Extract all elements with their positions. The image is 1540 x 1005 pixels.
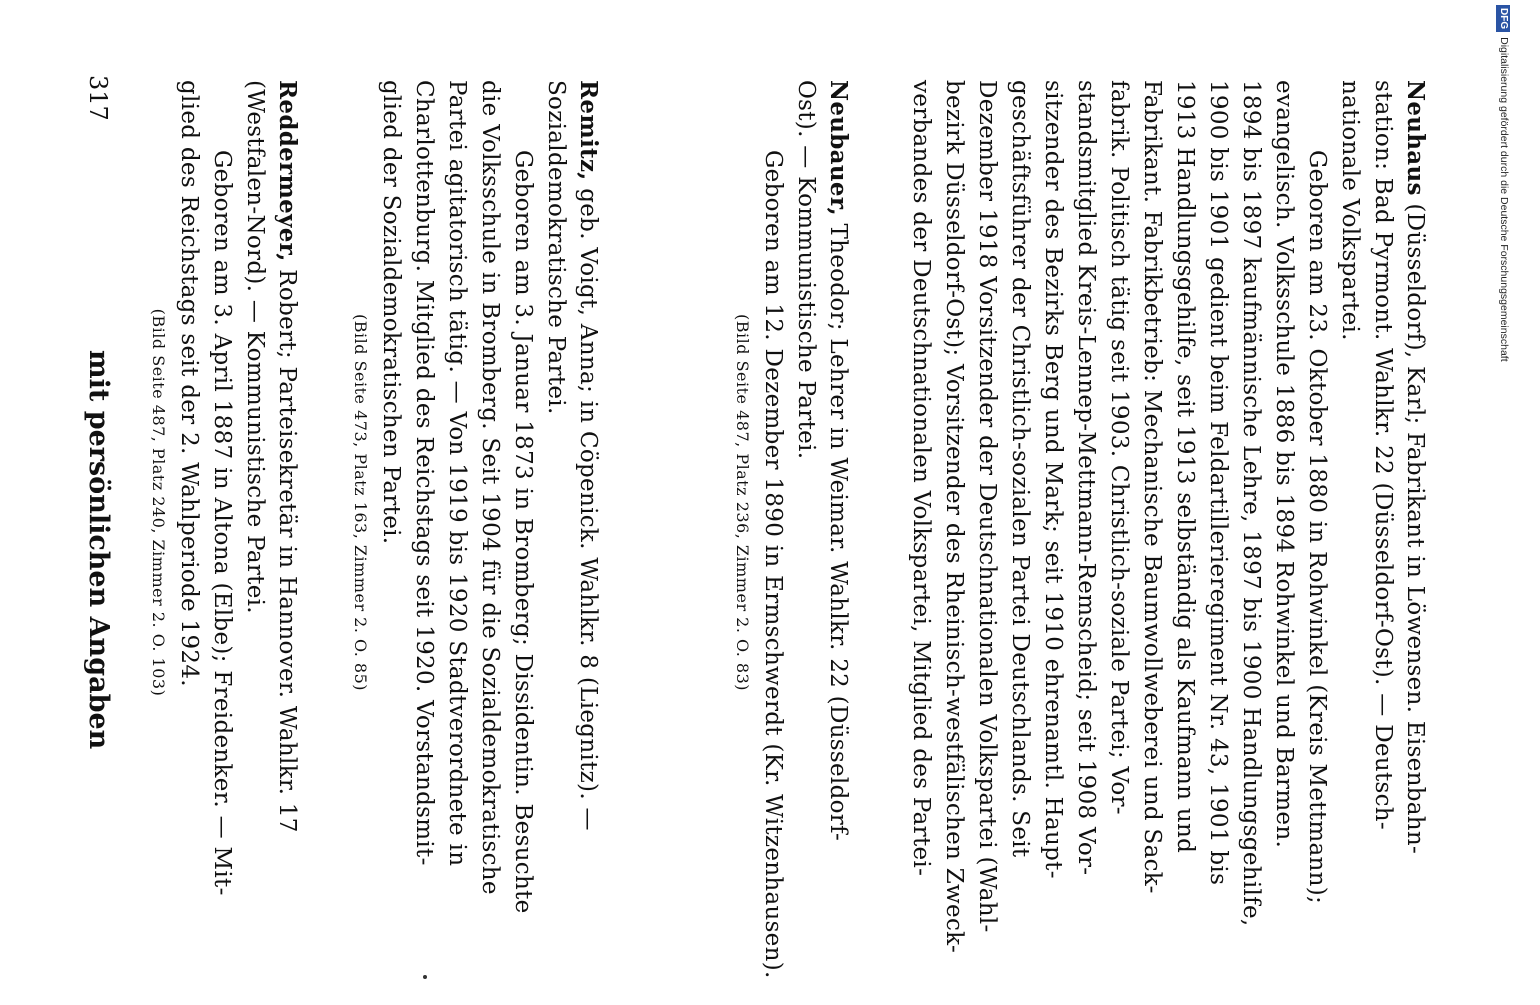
entry-line: Geboren am 3. Januar 1873 in Bromberg; Dissidentin. Besuchte bbox=[510, 150, 536, 914]
entry-line: Neuhaus (Düsseldorf), Karl; Fabrikant in Löwensen. Eisenbahn- bbox=[1402, 80, 1429, 855]
entry-line: Ost). — Kommunistische Partei. bbox=[793, 80, 819, 460]
entry-line: fabrik. Politisch tätig seit 1903. Christlich-soziale Partei; Vor- bbox=[1106, 80, 1132, 815]
entry-neubauer bbox=[715, 80, 855, 979]
entry-line: Sozialdemokratische Partei. bbox=[543, 80, 569, 415]
entry-line: Partei agitatorisch tätig. — Von 1919 bis 1920 Stadtverordnete in bbox=[444, 80, 470, 867]
entry-line: bezirk Düsseldorf-Ost); Vorsitzender des Rheinisch-westfälischen Zweck- bbox=[941, 80, 967, 954]
entry-line: standsmitglied Kreis-Lennep-Mettmann-Remscheid; seit 1908 Vor- bbox=[1073, 80, 1099, 876]
entry-line: (Westfalen-Nord). — Kommunistische Partei. bbox=[242, 80, 268, 614]
entry-line: die Volksschule in Bromberg. Seit 1904 für die Sozialdemokratische bbox=[477, 80, 503, 895]
entry-name: Remitz, bbox=[575, 80, 602, 181]
entry-name: Neubauer, bbox=[825, 80, 852, 216]
entry-line: evangelisch. Volksschule 1886 bis 1894 Rohwinkel und Barmen. bbox=[1271, 80, 1297, 849]
entry-name: Neuhaus bbox=[1402, 80, 1429, 196]
entry-line: Remitz, geb. Voigt, Anna; in Cöpenick. Wahlkr. 8 (Liegnitz). — bbox=[575, 80, 602, 831]
scan-speck bbox=[423, 975, 427, 979]
entry-line: 1900 bis 1901 gedient beim Feldartillerieregiment Nr. 43, 1901 bis bbox=[1205, 80, 1231, 886]
header-text: mit persönlichen Angaben bbox=[83, 350, 114, 750]
entry-line: Geboren am 3. April 1887 in Altona (Elbe); Freidenker. — Mit- bbox=[209, 150, 235, 896]
entry-line: Neubauer, Theodor; Lehrer in Weimar. Wahlkr. 22 (Düsseldorf- bbox=[825, 80, 852, 842]
digitization-footer bbox=[1493, 5, 1515, 1005]
photo-reference: (Bild Seite 487, Platz 240, Zimmer 2. O. 103) bbox=[149, 308, 168, 697]
entry-line: verbandes der Deutschnationalen Volkspartei, Mitglied des Partei- bbox=[908, 80, 934, 877]
entry-line: 1913 Handlungsgehilfe, seit 1913 selbständig als Kaufmann und bbox=[1172, 80, 1198, 854]
entry-line: geschäftsführer der Christlich-sozialen Partei Deutschlands. Seit bbox=[1007, 80, 1033, 858]
photo-reference: (Bild Seite 473, Platz 163, Zimmer 2. O. 85) bbox=[351, 314, 370, 691]
entry-line: station: Bad Pyrmont. Wahlkr. 22 (Düsseldorf-Ost). — Deutsch- bbox=[1370, 80, 1396, 830]
entry-line: sitzender des Bezirks Berg und Mark; seit 1910 ehrenamtl. Haupt- bbox=[1040, 80, 1066, 879]
running-header bbox=[78, 350, 118, 750]
entry-line: Dezember 1918 Vorsitzender der Deutschnationalen Volkspartei (Wahl- bbox=[974, 80, 1000, 933]
page-number: 317 bbox=[84, 75, 112, 121]
photo-reference: (Bild Seite 487, Platz 236, Zimmer 2. O. 83) bbox=[733, 314, 752, 691]
entry-line: Charlottenburg. Mitglied des Reichstags seit 1920. Vorstandsmit- bbox=[411, 80, 437, 866]
entry-neuhaus bbox=[908, 80, 1432, 954]
entry-line: glied des Reichstags seit der 2. Wahlperiode 1924. bbox=[176, 80, 202, 687]
entry-line: Fabrikant. Fabrikbetrieb: Mechanische Baumwollweberei und Sack- bbox=[1139, 80, 1165, 894]
entry-remitz bbox=[351, 80, 605, 925]
entry-line: glied der Sozialdemokratischen Partei. bbox=[378, 80, 404, 545]
entry-line: Geboren am 12. Dezember 1890 in Ermschwerdt (Kr. Witzenhausen). bbox=[760, 150, 786, 979]
entry-line: Reddermeyer, Robert; Parteisekretär in Hannover. Wahlkr. 17 bbox=[274, 80, 301, 833]
entry-line: Geboren am 23. Oktober 1880 in Rohwinkel (Kreis Mettmann); bbox=[1304, 150, 1330, 905]
entry-line: nationale Volkspartei. bbox=[1337, 80, 1363, 341]
dfg-logo-icon: DFG bbox=[1496, 5, 1510, 32]
footer-text: Digitalisierung gefördert durch die Deutsche Forschungsgemeinschaft bbox=[1498, 37, 1510, 362]
entry-line: 1894 bis 1897 kaufmännische Lehre, 1897 bis 1900 Handlungsgehilfe, bbox=[1238, 80, 1264, 927]
entry-reddermeyer bbox=[149, 80, 304, 925]
entry-name: Reddermeyer, bbox=[274, 80, 301, 262]
